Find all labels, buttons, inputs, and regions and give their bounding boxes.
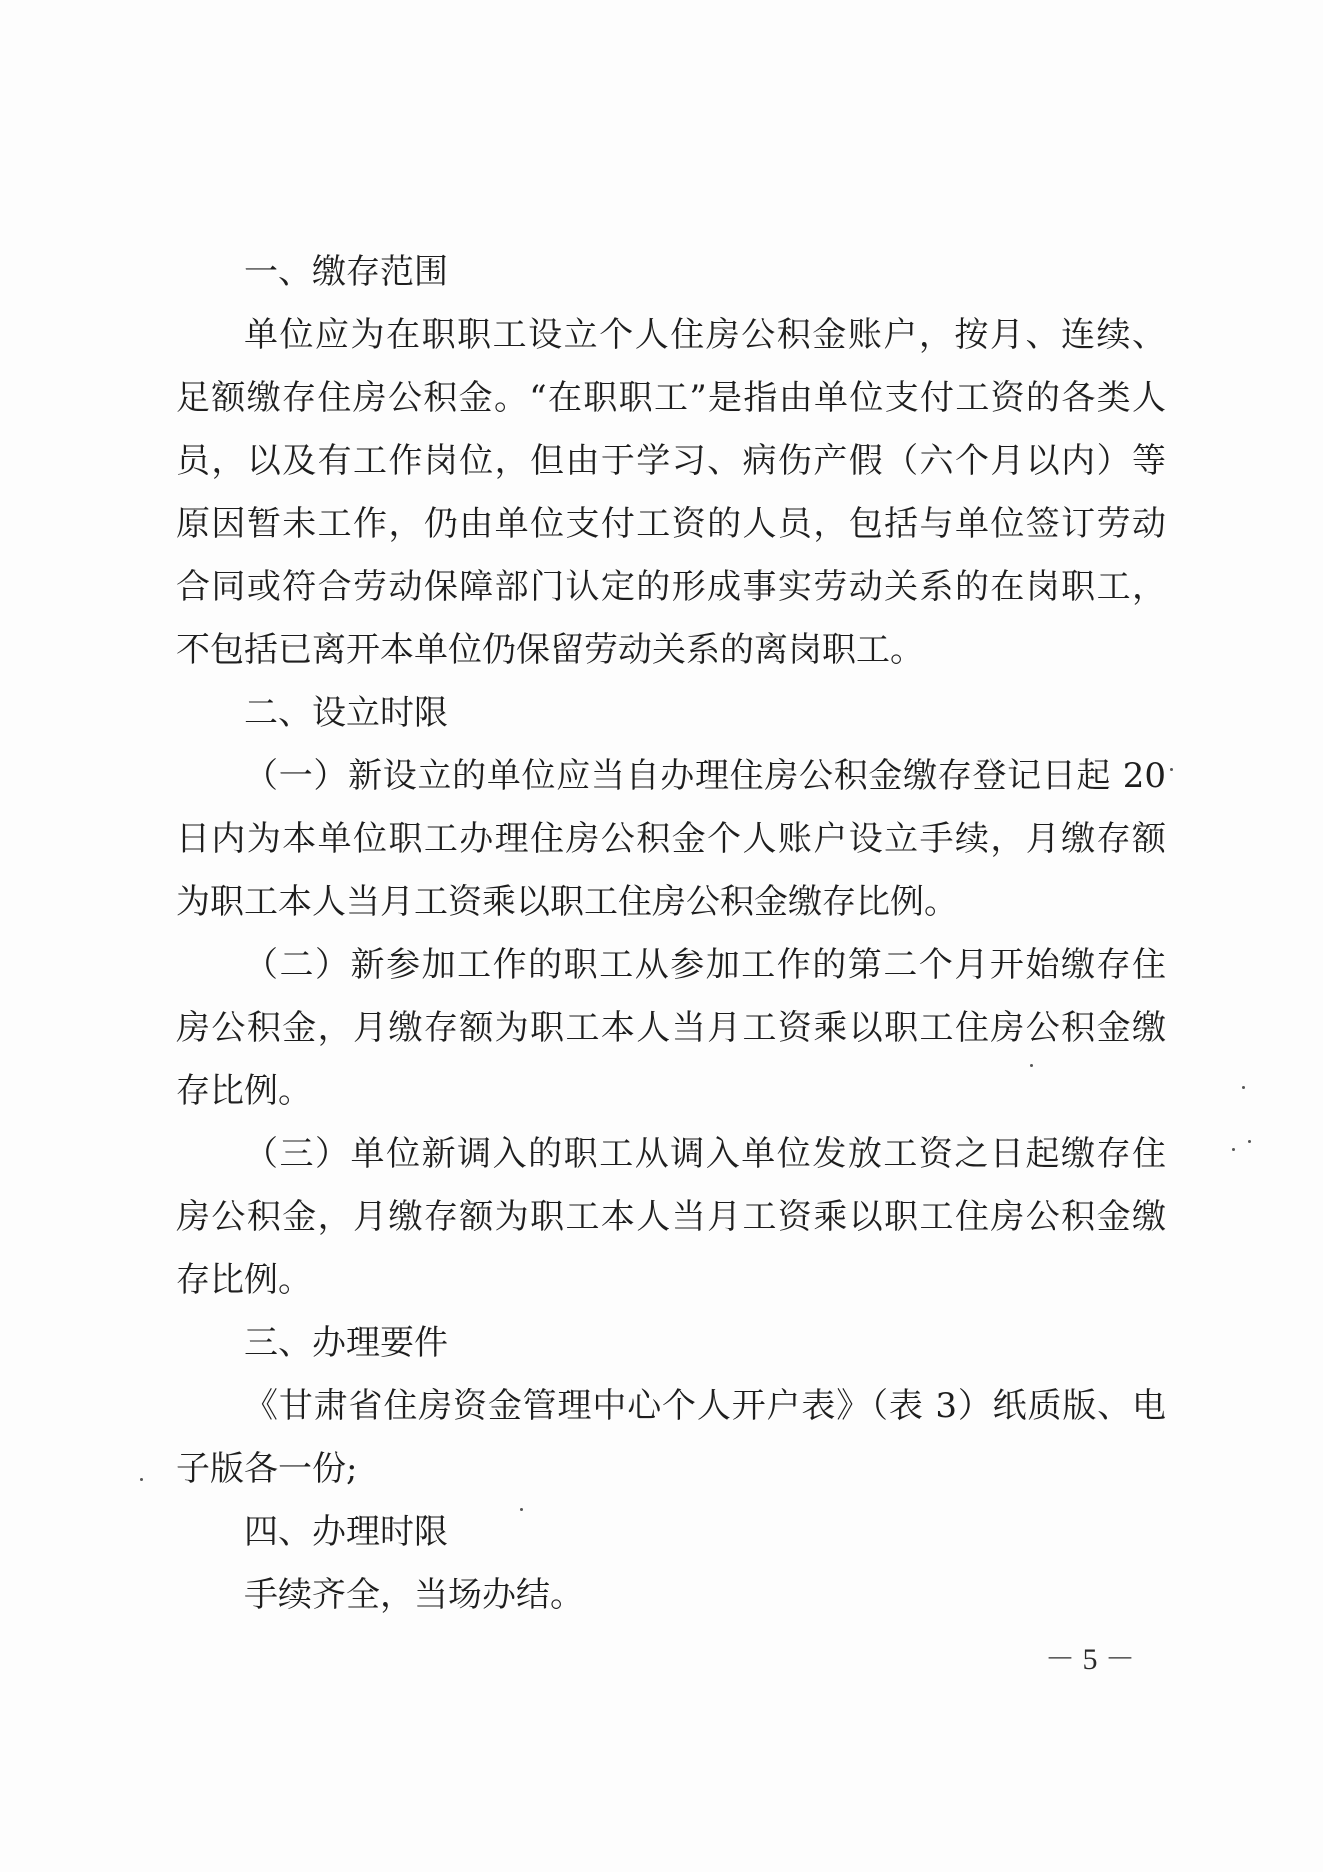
scan-speck [520, 1508, 523, 1511]
scan-speck [1242, 1086, 1245, 1089]
paragraph-line: （二）新参加工作的职工从参加工作的第二个月开始缴存住 [244, 945, 1166, 985]
paragraph-line: 《甘肃省住房资金管理中心个人开户表》（表 3）纸质版、电 [244, 1386, 1166, 1426]
scan-speck [1170, 768, 1173, 771]
paragraph-line: 员，以及有工作岗位，但由于学习、病伤产假（六个月以内）等 [176, 441, 1166, 481]
scan-speck [1248, 1140, 1251, 1143]
paragraph-line: 存比例。 [176, 1071, 312, 1111]
paragraph-line: 原因暂未工作，仍由单位支付工资的人员，包括与单位签订劳动 [176, 504, 1166, 544]
scan-speck [140, 1478, 143, 1481]
section-heading-requirements: 三、办理要件 [244, 1323, 448, 1363]
paragraph-line: （三）单位新调入的职工从调入单位发放工资之日起缴存住 [244, 1134, 1166, 1174]
paragraph-line: 房公积金，月缴存额为职工本人当月工资乘以职工住房公积金缴 [176, 1197, 1166, 1237]
paragraph-line: 合同或符合劳动保障部门认定的形成事实劳动关系的在岗职工， [176, 567, 1166, 607]
page-number: － 5 － [1045, 1643, 1135, 1676]
paragraph-line: 不包括已离开本单位仍保留劳动关系的离岗职工。 [176, 630, 924, 670]
paragraph-line: 单位应为在职职工设立个人住房公积金账户，按月、连续、 [244, 315, 1166, 355]
scan-speck [1232, 1148, 1235, 1151]
section-heading-scope: 一、缴存范围 [244, 252, 448, 292]
paragraph-line: 日内为本单位职工办理住房公积金个人账户设立手续，月缴存额 [176, 819, 1166, 859]
paragraph-line: 手续齐全，当场办结。 [244, 1575, 584, 1615]
scan-speck [1030, 1064, 1033, 1067]
paragraph-line: 存比例。 [176, 1260, 312, 1300]
paragraph-line: （一）新设立的单位应当自办理住房公积金缴存登记日起 20 [244, 756, 1166, 796]
paragraph-line: 子版各一份; [176, 1449, 358, 1489]
paragraph-line: 房公积金，月缴存额为职工本人当月工资乘以职工住房公积金缴 [176, 1008, 1166, 1048]
paragraph-line: 足额缴存住房公积金。“在职职工”是指由单位支付工资的各类人 [176, 378, 1166, 418]
section-heading-time-limit: 二、设立时限 [244, 693, 448, 733]
section-heading-processing-time: 四、办理时限 [244, 1512, 448, 1552]
paragraph-line: 为职工本人当月工资乘以职工住房公积金缴存比例。 [176, 882, 958, 922]
